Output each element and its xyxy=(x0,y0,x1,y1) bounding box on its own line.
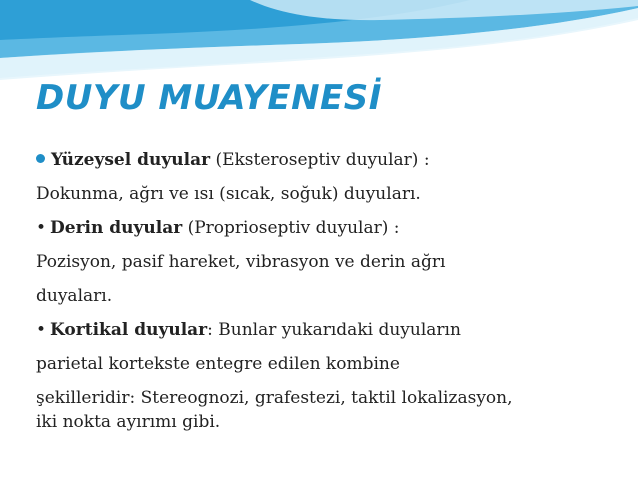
bullet-bold-2: Derin duyular xyxy=(50,218,183,238)
bullet-line-1 xyxy=(36,143,631,177)
slide-title: DUYU MUAYENESİ xyxy=(36,78,382,118)
bullet-text-1: (Eksteroseptiv duyular) : xyxy=(210,150,430,170)
bullet-text-2: (Proprioseptiv duyular) : xyxy=(182,218,400,238)
bullet-line-2 xyxy=(36,211,631,245)
bullet-2-continuation-1: Pozisyon, pasif hareket, vibrasyon ve derin ağrı xyxy=(36,252,446,272)
bullet-icon xyxy=(36,154,45,163)
bullet-dot-icon: • xyxy=(36,320,47,340)
bullet-1-continuation-1: Dokunma, ağrı ve ısı (sıcak, soğuk) duyuları. xyxy=(36,184,421,204)
bullet-3-continuation-2: şekilleridir: Stereognozi, grafestezi, taktil lokalizasyon, xyxy=(36,388,513,408)
bullet-text-3: : Bunlar yukarıdaki duyuların xyxy=(207,320,461,340)
bullet-line-3 xyxy=(36,313,631,347)
bullet-3-continuation-3: iki nokta ayırımı gibi. xyxy=(36,412,221,432)
bullet-bold-3: Kortikal duyular xyxy=(50,320,208,340)
slide-body xyxy=(36,143,631,433)
bullet-3-continuation-1: parietal kortekste entegre edilen kombine xyxy=(36,354,400,374)
bullet-dot-icon: • xyxy=(36,218,47,238)
bullet-bold-1: Yüzeysel duyular xyxy=(51,150,211,170)
bullet-2-continuation-2: duyaları. xyxy=(36,286,113,306)
